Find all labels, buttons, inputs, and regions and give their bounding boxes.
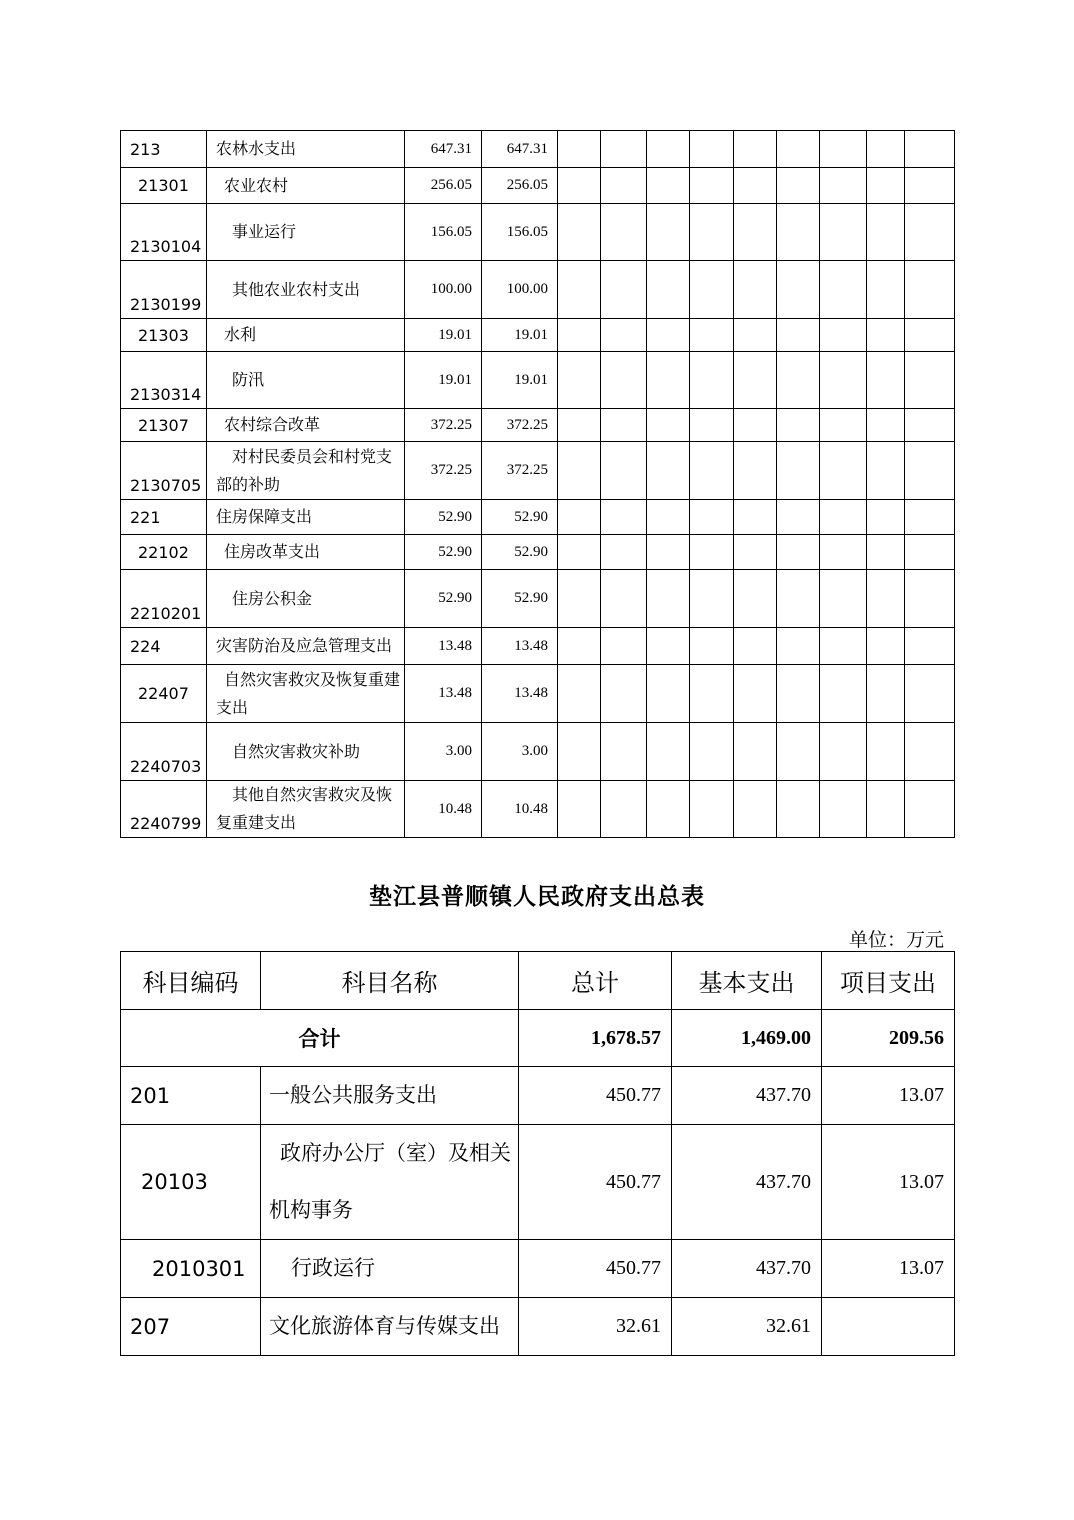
empty-cell bbox=[601, 204, 647, 261]
empty-cell bbox=[690, 570, 734, 628]
empty-cell bbox=[690, 409, 734, 442]
empty-cell bbox=[734, 442, 777, 500]
expenditure-detail-table bbox=[120, 130, 955, 838]
empty-cell bbox=[905, 261, 955, 319]
basic-value: 13.48 bbox=[482, 628, 558, 665]
header-code: 科目编码 bbox=[121, 952, 261, 1010]
empty-cell bbox=[690, 500, 734, 535]
empty-cell bbox=[867, 204, 905, 261]
empty-cell bbox=[734, 628, 777, 665]
table-row bbox=[121, 781, 955, 838]
empty-cell bbox=[690, 131, 734, 168]
empty-cell bbox=[734, 352, 777, 409]
empty-cell bbox=[867, 570, 905, 628]
basic-value: 437.70 bbox=[672, 1067, 822, 1125]
total-value: 1,678.57 bbox=[519, 1010, 672, 1067]
empty-cell bbox=[777, 628, 820, 665]
subject-name: 自然灾害救灾补助 bbox=[207, 723, 405, 781]
table-row bbox=[121, 204, 955, 261]
empty-cell bbox=[905, 665, 955, 723]
subject-code: 21307 bbox=[121, 409, 207, 442]
table-row bbox=[121, 1298, 955, 1356]
empty-cell bbox=[558, 628, 601, 665]
basic-value: 647.31 bbox=[482, 131, 558, 168]
empty-cell bbox=[558, 409, 601, 442]
header-total: 总计 bbox=[519, 952, 672, 1010]
empty-cell bbox=[558, 204, 601, 261]
empty-cell bbox=[558, 535, 601, 570]
empty-cell bbox=[820, 723, 867, 781]
empty-cell bbox=[905, 535, 955, 570]
empty-cell bbox=[558, 500, 601, 535]
empty-cell bbox=[905, 723, 955, 781]
basic-value: 372.25 bbox=[482, 442, 558, 500]
project-value: 13.07 bbox=[822, 1067, 955, 1125]
empty-cell bbox=[734, 319, 777, 352]
empty-cell bbox=[777, 319, 820, 352]
empty-cell bbox=[647, 131, 690, 168]
basic-value: 10.48 bbox=[482, 781, 558, 838]
empty-cell bbox=[777, 442, 820, 500]
empty-cell bbox=[777, 409, 820, 442]
subject-name: 政府办公厅（室）及相关机构事务 bbox=[261, 1125, 519, 1240]
total-value: 32.61 bbox=[519, 1298, 672, 1356]
empty-cell bbox=[690, 319, 734, 352]
basic-value: 19.01 bbox=[482, 352, 558, 409]
empty-cell bbox=[734, 665, 777, 723]
empty-cell bbox=[867, 319, 905, 352]
empty-cell bbox=[777, 261, 820, 319]
empty-cell bbox=[867, 131, 905, 168]
table-row bbox=[121, 168, 955, 204]
empty-cell bbox=[905, 628, 955, 665]
total-value: 372.25 bbox=[405, 409, 482, 442]
empty-cell bbox=[601, 352, 647, 409]
unit-label: 单位：万元 bbox=[848, 929, 944, 951]
empty-cell bbox=[777, 500, 820, 535]
subject-code: 2130705 bbox=[121, 442, 207, 500]
subject-code: 207 bbox=[121, 1298, 261, 1356]
empty-cell bbox=[558, 131, 601, 168]
empty-cell bbox=[601, 131, 647, 168]
empty-cell bbox=[867, 409, 905, 442]
subject-name: 农业农村 bbox=[207, 168, 405, 204]
basic-value: 32.61 bbox=[672, 1298, 822, 1356]
table-row bbox=[121, 723, 955, 781]
basic-value: 13.48 bbox=[482, 665, 558, 723]
empty-cell bbox=[647, 319, 690, 352]
table-row bbox=[121, 409, 955, 442]
empty-cell bbox=[601, 723, 647, 781]
empty-cell bbox=[905, 442, 955, 500]
subject-code: 201 bbox=[121, 1067, 261, 1125]
table-header-row bbox=[121, 952, 955, 1010]
empty-cell bbox=[734, 535, 777, 570]
table-row bbox=[121, 261, 955, 319]
empty-cell bbox=[690, 535, 734, 570]
empty-cell bbox=[867, 442, 905, 500]
subject-name: 防汛 bbox=[207, 352, 405, 409]
empty-cell bbox=[867, 261, 905, 319]
empty-cell bbox=[734, 261, 777, 319]
empty-cell bbox=[647, 168, 690, 204]
basic-value: 52.90 bbox=[482, 535, 558, 570]
empty-cell bbox=[820, 131, 867, 168]
empty-cell bbox=[734, 168, 777, 204]
basic-value: 52.90 bbox=[482, 500, 558, 535]
empty-cell bbox=[601, 409, 647, 442]
header-name: 科目名称 bbox=[261, 952, 519, 1010]
subject-code: 22407 bbox=[121, 665, 207, 723]
empty-cell bbox=[601, 535, 647, 570]
total-value: 13.48 bbox=[405, 628, 482, 665]
empty-cell bbox=[690, 204, 734, 261]
empty-cell bbox=[690, 781, 734, 838]
subject-name: 住房公积金 bbox=[207, 570, 405, 628]
empty-cell bbox=[905, 500, 955, 535]
empty-cell bbox=[690, 665, 734, 723]
empty-cell bbox=[820, 500, 867, 535]
empty-cell bbox=[777, 352, 820, 409]
subject-code: 2130314 bbox=[121, 352, 207, 409]
empty-cell bbox=[820, 319, 867, 352]
empty-cell bbox=[820, 535, 867, 570]
empty-cell bbox=[734, 570, 777, 628]
empty-cell bbox=[647, 781, 690, 838]
basic-value: 1,469.00 bbox=[672, 1010, 822, 1067]
empty-cell bbox=[601, 442, 647, 500]
project-value bbox=[822, 1298, 955, 1356]
empty-cell bbox=[905, 409, 955, 442]
empty-cell bbox=[905, 319, 955, 352]
empty-cell bbox=[820, 781, 867, 838]
subject-name: 一般公共服务支出 bbox=[261, 1067, 519, 1125]
empty-cell bbox=[690, 352, 734, 409]
total-value: 52.90 bbox=[405, 535, 482, 570]
table-row bbox=[121, 628, 955, 665]
empty-cell bbox=[601, 261, 647, 319]
empty-cell bbox=[734, 131, 777, 168]
total-value: 647.31 bbox=[405, 131, 482, 168]
empty-cell bbox=[820, 665, 867, 723]
empty-cell bbox=[777, 781, 820, 838]
subject-name: 其他农业农村支出 bbox=[207, 261, 405, 319]
empty-cell bbox=[558, 442, 601, 500]
empty-cell bbox=[647, 442, 690, 500]
expenditure-summary-table bbox=[120, 951, 955, 1356]
subject-name: 农村综合改革 bbox=[207, 409, 405, 442]
empty-cell bbox=[601, 781, 647, 838]
total-value: 3.00 bbox=[405, 723, 482, 781]
empty-cell bbox=[558, 261, 601, 319]
subject-name: 灾害防治及应急管理支出 bbox=[207, 628, 405, 665]
total-value: 256.05 bbox=[405, 168, 482, 204]
subject-code: 213 bbox=[121, 131, 207, 168]
empty-cell bbox=[690, 628, 734, 665]
empty-cell bbox=[558, 665, 601, 723]
empty-cell bbox=[905, 781, 955, 838]
empty-cell bbox=[558, 352, 601, 409]
empty-cell bbox=[905, 352, 955, 409]
empty-cell bbox=[647, 665, 690, 723]
subject-name: 住房改革支出 bbox=[207, 535, 405, 570]
empty-cell bbox=[777, 535, 820, 570]
subject-code: 2240799 bbox=[121, 781, 207, 838]
empty-cell bbox=[777, 723, 820, 781]
empty-cell bbox=[777, 570, 820, 628]
empty-cell bbox=[820, 204, 867, 261]
subject-name: 自然灾害救灾及恢复重建支出 bbox=[207, 665, 405, 723]
total-label: 合计 bbox=[121, 1010, 519, 1067]
empty-cell bbox=[601, 665, 647, 723]
total-row bbox=[121, 1010, 955, 1067]
empty-cell bbox=[601, 500, 647, 535]
empty-cell bbox=[905, 168, 955, 204]
project-value: 209.56 bbox=[822, 1010, 955, 1067]
subject-code: 2240703 bbox=[121, 723, 207, 781]
empty-cell bbox=[867, 535, 905, 570]
empty-cell bbox=[867, 352, 905, 409]
empty-cell bbox=[734, 204, 777, 261]
basic-value: 437.70 bbox=[672, 1240, 822, 1298]
empty-cell bbox=[905, 204, 955, 261]
empty-cell bbox=[558, 723, 601, 781]
empty-cell bbox=[867, 665, 905, 723]
subject-name: 农林水支出 bbox=[207, 131, 405, 168]
subject-name: 水利 bbox=[207, 319, 405, 352]
table-row bbox=[121, 319, 955, 352]
empty-cell bbox=[647, 570, 690, 628]
project-value: 13.07 bbox=[822, 1125, 955, 1240]
table-row bbox=[121, 665, 955, 723]
subject-name: 事业运行 bbox=[207, 204, 405, 261]
basic-value: 19.01 bbox=[482, 319, 558, 352]
empty-cell bbox=[601, 168, 647, 204]
subject-code: 2010301 bbox=[121, 1240, 261, 1298]
empty-cell bbox=[601, 319, 647, 352]
empty-cell bbox=[777, 168, 820, 204]
empty-cell bbox=[867, 723, 905, 781]
empty-cell bbox=[690, 168, 734, 204]
total-value: 19.01 bbox=[405, 352, 482, 409]
empty-cell bbox=[601, 570, 647, 628]
total-value: 450.77 bbox=[519, 1067, 672, 1125]
empty-cell bbox=[777, 665, 820, 723]
basic-value: 100.00 bbox=[482, 261, 558, 319]
empty-cell bbox=[690, 261, 734, 319]
empty-cell bbox=[647, 261, 690, 319]
total-value: 372.25 bbox=[405, 442, 482, 500]
total-value: 52.90 bbox=[405, 500, 482, 535]
empty-cell bbox=[867, 781, 905, 838]
empty-cell bbox=[647, 409, 690, 442]
total-value: 450.77 bbox=[519, 1240, 672, 1298]
empty-cell bbox=[777, 204, 820, 261]
table-row bbox=[121, 1240, 955, 1298]
empty-cell bbox=[558, 168, 601, 204]
total-value: 100.00 bbox=[405, 261, 482, 319]
empty-cell bbox=[734, 723, 777, 781]
subject-name: 对村民委员会和村党支部的补助 bbox=[207, 442, 405, 500]
table-row bbox=[121, 1067, 955, 1125]
subject-name: 其他自然灾害救灾及恢复重建支出 bbox=[207, 781, 405, 838]
empty-cell bbox=[558, 570, 601, 628]
basic-value: 156.05 bbox=[482, 204, 558, 261]
table-row bbox=[121, 570, 955, 628]
empty-cell bbox=[820, 409, 867, 442]
subject-code: 2210201 bbox=[121, 570, 207, 628]
empty-cell bbox=[690, 442, 734, 500]
subject-code: 21303 bbox=[121, 319, 207, 352]
project-value: 13.07 bbox=[822, 1240, 955, 1298]
empty-cell bbox=[647, 352, 690, 409]
subject-name: 住房保障支出 bbox=[207, 500, 405, 535]
table-row bbox=[121, 1125, 955, 1240]
empty-cell bbox=[558, 781, 601, 838]
empty-cell bbox=[734, 409, 777, 442]
empty-cell bbox=[867, 168, 905, 204]
header-project: 项目支出 bbox=[822, 952, 955, 1010]
empty-cell bbox=[601, 628, 647, 665]
empty-cell bbox=[867, 500, 905, 535]
empty-cell bbox=[905, 570, 955, 628]
empty-cell bbox=[820, 628, 867, 665]
basic-value: 372.25 bbox=[482, 409, 558, 442]
total-value: 13.48 bbox=[405, 665, 482, 723]
header-basic: 基本支出 bbox=[672, 952, 822, 1010]
subject-name: 文化旅游体育与传媒支出 bbox=[261, 1298, 519, 1356]
empty-cell bbox=[777, 131, 820, 168]
empty-cell bbox=[820, 261, 867, 319]
page-title: 垫江县普顺镇人民政府支出总表 bbox=[369, 883, 705, 910]
basic-value: 256.05 bbox=[482, 168, 558, 204]
basic-value: 437.70 bbox=[672, 1125, 822, 1240]
empty-cell bbox=[690, 723, 734, 781]
empty-cell bbox=[820, 352, 867, 409]
table-row bbox=[121, 131, 955, 168]
table-row bbox=[121, 535, 955, 570]
empty-cell bbox=[647, 723, 690, 781]
subject-code: 221 bbox=[121, 500, 207, 535]
basic-value: 52.90 bbox=[482, 570, 558, 628]
empty-cell bbox=[820, 168, 867, 204]
total-value: 52.90 bbox=[405, 570, 482, 628]
empty-cell bbox=[820, 570, 867, 628]
empty-cell bbox=[558, 319, 601, 352]
total-value: 10.48 bbox=[405, 781, 482, 838]
empty-cell bbox=[647, 628, 690, 665]
empty-cell bbox=[820, 442, 867, 500]
table-row bbox=[121, 442, 955, 500]
empty-cell bbox=[647, 204, 690, 261]
table-row bbox=[121, 352, 955, 409]
empty-cell bbox=[734, 500, 777, 535]
subject-code: 224 bbox=[121, 628, 207, 665]
empty-cell bbox=[647, 500, 690, 535]
total-value: 156.05 bbox=[405, 204, 482, 261]
subject-name: 行政运行 bbox=[261, 1240, 519, 1298]
empty-cell bbox=[905, 131, 955, 168]
total-value: 19.01 bbox=[405, 319, 482, 352]
basic-value: 3.00 bbox=[482, 723, 558, 781]
subject-code: 2130104 bbox=[121, 204, 207, 261]
subject-code: 20103 bbox=[121, 1125, 261, 1240]
empty-cell bbox=[734, 781, 777, 838]
table-row bbox=[121, 500, 955, 535]
subject-code: 2130199 bbox=[121, 261, 207, 319]
empty-cell bbox=[867, 628, 905, 665]
empty-cell bbox=[647, 535, 690, 570]
total-value: 450.77 bbox=[519, 1125, 672, 1240]
subject-code: 21301 bbox=[121, 168, 207, 204]
subject-code: 22102 bbox=[121, 535, 207, 570]
